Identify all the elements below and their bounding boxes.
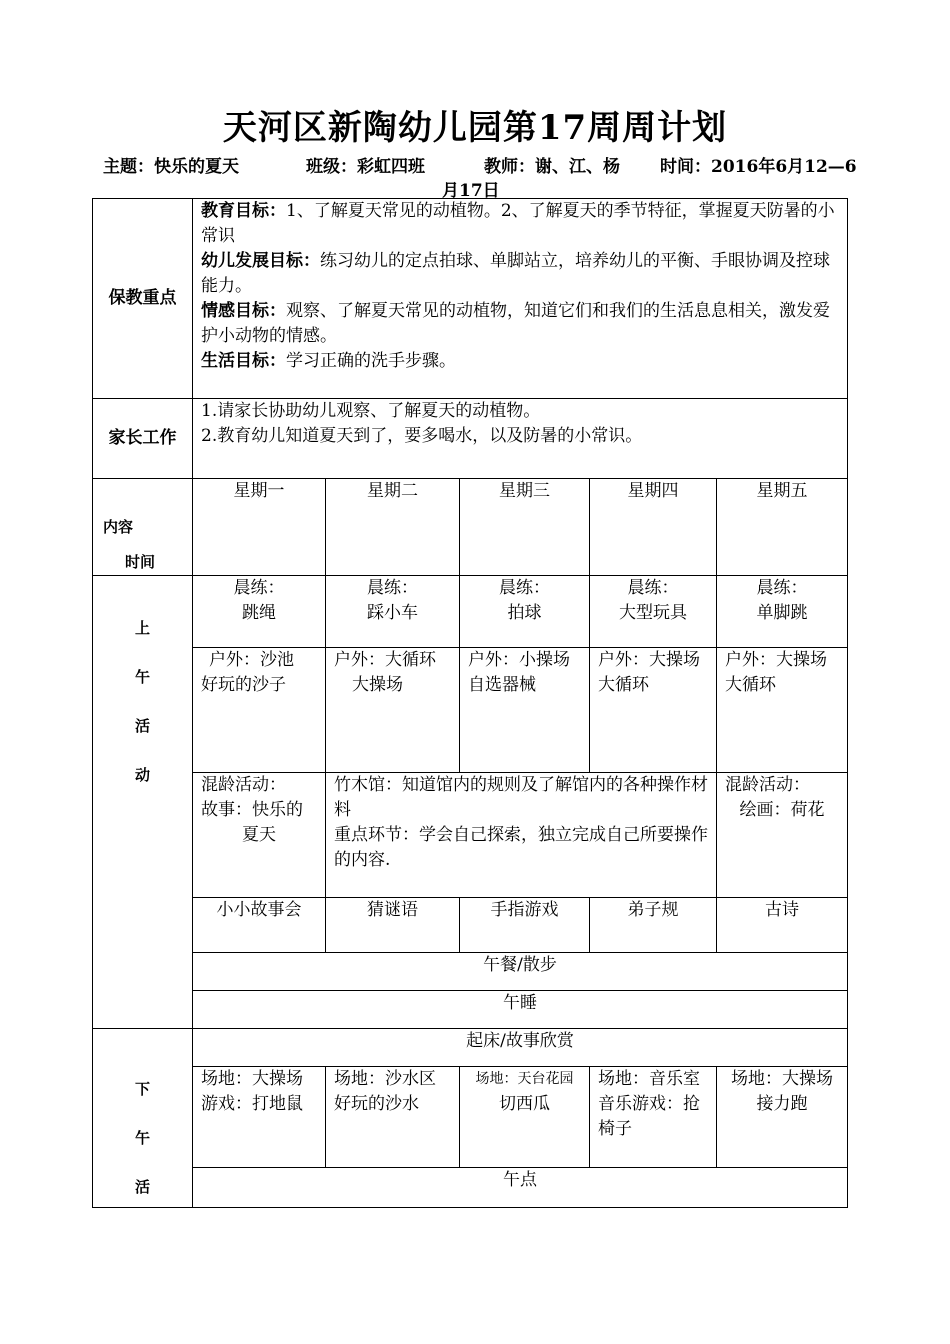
game-tuesday: 猜谜语 — [326, 898, 460, 953]
exercise-wednesday: 晨练： 拍球 — [460, 576, 590, 648]
class-info: 班级：彩虹四班 — [306, 157, 425, 177]
outdoor-row — [93, 648, 848, 773]
game-wednesday: 手指游戏 — [460, 898, 590, 953]
pm-wednesday: 场地：天台花园 切西瓜 — [460, 1067, 590, 1168]
teacher-info: 教师：谢、江、杨 — [484, 157, 620, 177]
game-friday: 古诗 — [717, 898, 848, 953]
pm-friday: 场地：大操场 接力跑 — [717, 1067, 848, 1168]
parent-row — [93, 399, 848, 479]
snack: 午点 — [193, 1168, 848, 1208]
pm-monday: 场地：大操场 游戏：打地鼠 — [193, 1067, 326, 1168]
day-thursday: 星期四 — [590, 479, 717, 576]
outdoor-monday: 户外：沙池 好玩的沙子 — [193, 648, 326, 773]
mixed-friday: 混龄活动： 绘画：荷花 — [717, 773, 848, 898]
exercise-row — [93, 576, 848, 648]
morning-label: 上 午 活 动 — [93, 576, 193, 1029]
emotion-goal: 情感目标：观察、了解夏天常见的动植物，知道它们和我们的生活息息相关，激发爱护小动物的情感。 — [201, 301, 830, 346]
mixed-monday: 混龄活动： 故事：快乐的 夏天 — [193, 773, 326, 898]
time-info-cont: 月17日 — [442, 181, 500, 201]
mixed-row — [93, 773, 848, 898]
parent-line-2: 2.教育幼儿知道夏天到了，要多喝水，以及防暑的小常识。 — [201, 426, 643, 446]
afternoon-label: 下 午 活 — [93, 1029, 193, 1208]
day-tuesday: 星期二 — [326, 479, 460, 576]
header-row — [93, 479, 848, 576]
dev-goal: 幼儿发展目标：练习幼儿的定点拍球、单脚站立，培养幼儿的平衡、手眼协调及控球能力。 — [201, 251, 830, 296]
lunch-walk: 午餐/散步 — [193, 953, 848, 991]
wake-story: 起床/故事欣赏 — [193, 1029, 848, 1067]
time-info: 时间：2016年6月12—6 — [660, 157, 857, 177]
focus-row — [93, 199, 848, 399]
game-thursday: 弟子规 — [590, 898, 717, 953]
parent-label: 家长工作 — [93, 399, 193, 479]
pm-thursday: 场地：音乐室 音乐游戏：抢椅子 — [590, 1067, 717, 1168]
outdoor-thursday: 户外：大操场 大循环 — [590, 648, 717, 773]
outdoor-friday: 户外：大操场 大循环 — [717, 648, 848, 773]
edu-goal: 教育目标：1、了解夏天常见的动植物。2、了解夏天的季节特征，掌握夏天防暑的小常识 — [201, 201, 835, 246]
games-row — [93, 898, 848, 953]
parent-line-1: 1.请家长协助幼儿观察、了解夏天的动植物。 — [201, 401, 541, 421]
focus-label: 保教重点 — [93, 199, 193, 399]
lunch-row — [93, 953, 848, 991]
day-friday: 星期五 — [717, 479, 848, 576]
time-label: 时间 — [125, 553, 156, 571]
day-monday: 星期一 — [193, 479, 326, 576]
pm-tuesday: 场地：沙水区 好玩的沙水 — [326, 1067, 460, 1168]
outdoor-wednesday: 户外：小操场 自选器械 — [460, 648, 590, 773]
focus-content — [193, 199, 848, 399]
content-label: 内容 — [103, 518, 134, 536]
exercise-thursday: 晨练： 大型玩具 — [590, 576, 717, 648]
day-wednesday: 星期三 — [460, 479, 590, 576]
nap-row — [93, 991, 848, 1029]
theme-info: 主题：快乐的夏天 — [103, 157, 239, 177]
page-title: 天河区新陶幼儿园第17周周计划 — [222, 108, 728, 148]
exercise-monday: 晨练： 跳绳 — [193, 576, 326, 648]
life-goal: 生活目标：学习正确的洗手步骤。 — [201, 351, 456, 371]
parent-content — [193, 399, 848, 479]
nap: 午睡 — [193, 991, 848, 1029]
exercise-friday: 晨练： 单脚跳 — [717, 576, 848, 648]
outdoor-tuesday: 户外：大循环 大操场 — [326, 648, 460, 773]
exercise-tuesday: 晨练： 踩小车 — [326, 576, 460, 648]
afternoon-activity-row — [93, 1067, 848, 1168]
wake-row — [93, 1029, 848, 1067]
header-corner — [93, 479, 193, 576]
bamboo-activity: 竹木馆：知道馆内的规则及了解馆内的各种操作材料 重点环节：学会自己探索，独立完成自己所要操作的内容. — [326, 773, 717, 898]
weekly-plan-table — [92, 198, 848, 1208]
snack-row — [93, 1168, 848, 1208]
game-monday: 小小故事会 — [193, 898, 326, 953]
